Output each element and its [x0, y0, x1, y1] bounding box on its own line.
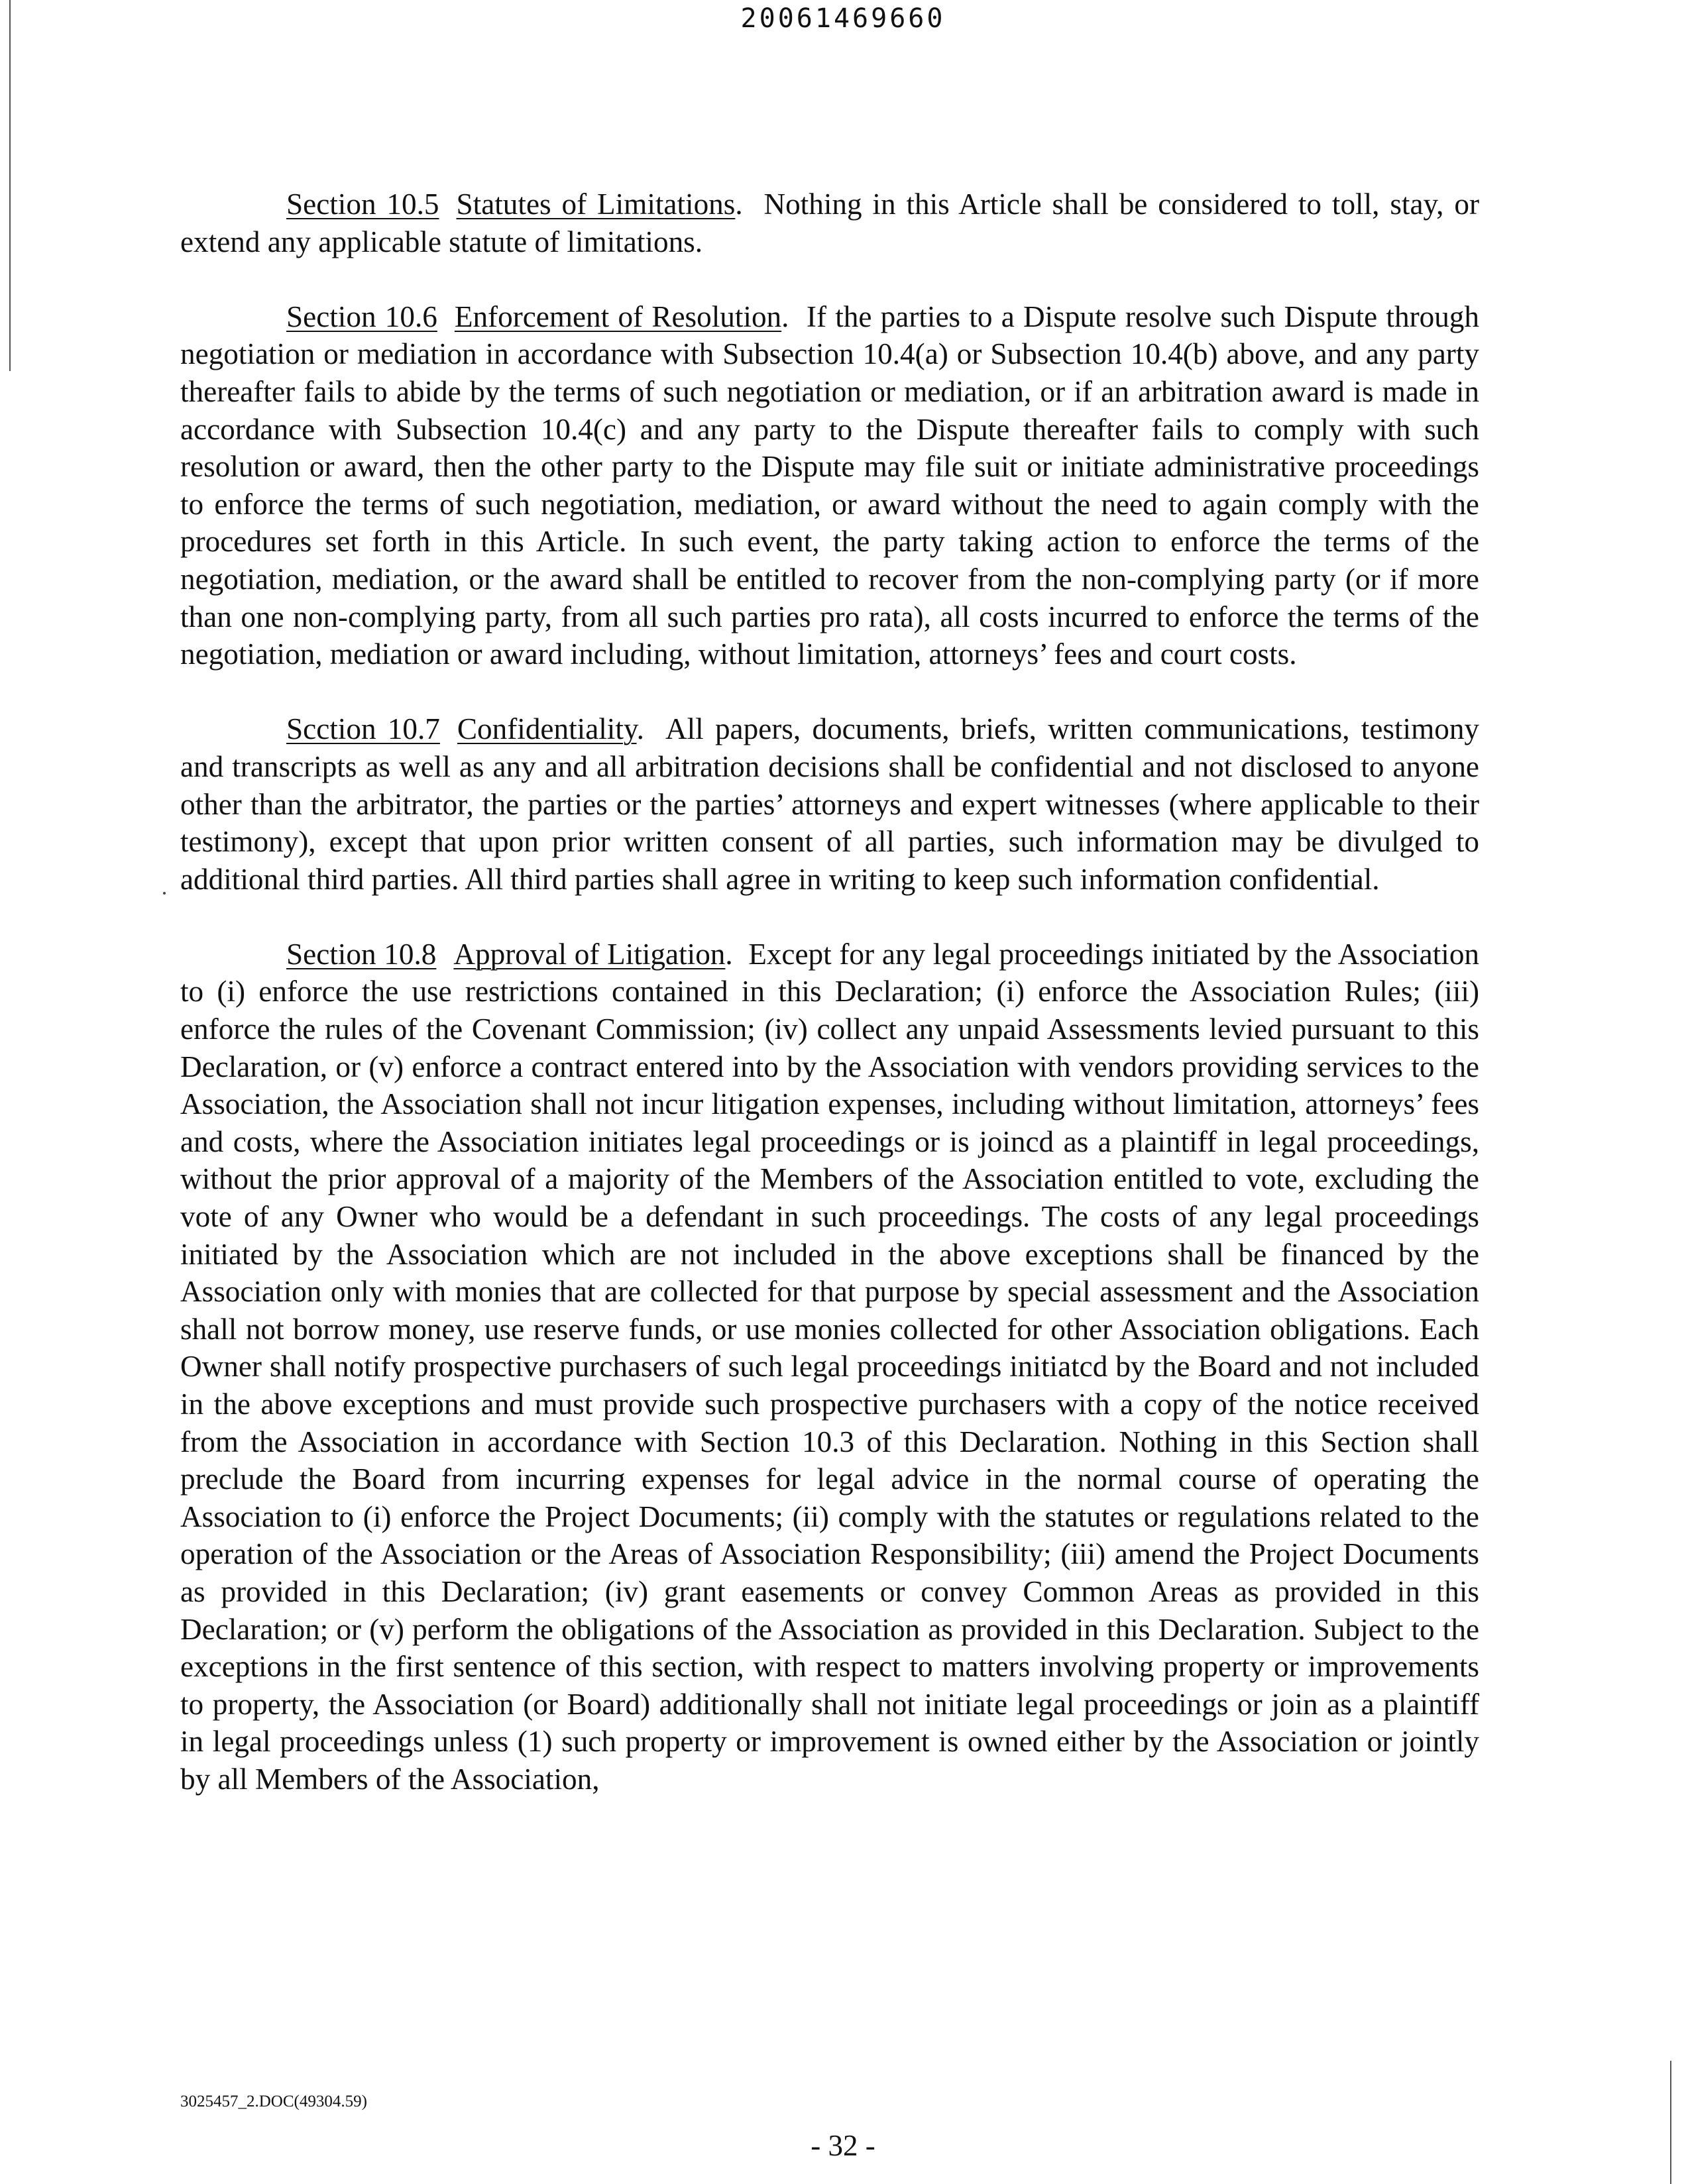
section-10-8-paragraph: Section 10.8 Approval of Litigation. Except for any legal proceedings initiated by the Association to (i) enforce the use restrictions contained in this Declaration; (i) enforce the Association Rules; (iii) enforce the rules of the Covenant Commission; (iv) collect any unpaid Assessments levied pursuant to this Declaration, or (v) enforce a contract entered into by the Association with vendors providing services to the Association, the Association shall not incur litigation expenses, including without limitation, attorneys’ fees and costs, where the Association initiates legal proceedings or is joincd as a plaintiff in legal proceedings, without the prior approval of a majority of the Members of the Association entitled to vote, excluding the vote of any Owner who would be a defendant in such proceedings. The costs of any legal proceedings initiated by the Association which are not included in the above exceptions shall be financed by the Association only with monies that are collected for that purpose by special assessment and the Association shall not borrow money, use reserve funds, or use monies collected for other Association obligations. Each Owner shall notify prospective purchasers of such legal proceedings initiatcd by the Board and not included in the above exceptions and must provide such prospective purchasers with a copy of the notice received from the Association in accordance with Section 10.3 of this Declaration. Nothing in this Section shall preclude the Board from incurring expenses for legal advice in the normal course of operating the Association to (i) enforce the Project Documents; (ii) comply with the statutes or regulations related to the operation of the Association or the Areas of Association Responsibility; (iii) amend the Project Documents as provided in this Declaration; (iv) grant easements or convey Common Areas as provided in this Declaration; or (v) perform the obligations of the Association as provided in this Declaration. Subject to the exceptions in the first sentence of this section, with respect to matters involving property or improvements to property, the Association (or Board) additionally shall not initiate legal proceedings or join as a plaintiff in legal proceedings unless (1) such property or improvement is owned either by the Association or jointly by all Members of the Association, — [180, 937, 1480, 1796]
section-number: Scction 10.7 — [286, 712, 440, 746]
section-number: Section 10.6 — [286, 300, 437, 333]
section-title: Enforcement of Resolution — [454, 300, 782, 333]
section-10-6-paragraph: Section 10.6 Enforcement of Resolution. If the parties to a Dispute resolve such Dispute through negotiation or mediation in accordance with Subsection 10.4(a) or Subsection 10.4(b) above, and any party thereafter fails to abide by the terms of such negotiation or mediation, or if an arbitration award is made in accordance with Subsection 10.4(c) and any party to the Dispute thereafter fails to comply with such resolution or award, then the other party to the Dispute may file suit or initiate administrative proceedings to enforce the terms of such negotiation, mediation, or award without the need to again comply with the procedures set forth in this Article. In such event, the party taking action to enforce the terms of the negotiation, mediation, or the award shall be entitled to recover from the non-complying party (or if more than one non-complying party, from all such parties pro rata), all costs incurred to enforce the terms of the negotiation, mediation or award including, without limitation, attorneys’ fees and court costs. — [180, 300, 1479, 671]
scan-speck — [163, 892, 166, 895]
section-text: If the parties to a Dispute resolve such Dispute through negotiation or mediation in accordance with Subsection 10.4(a) or Subsection 10.4(b) above, and any party thereafter fails to abide by the terms of such negotiation or mediation, or if an arbitration award is made in accordance with Subsection 10.4(c) and any party to the Dispute thereafter fails to comply with such resolution or award, then the other party to the Dispute may file suit or initiate administrative proceedings to enforce the terms of such negotiation, mediation, or award without the need to again comply with the procedures set forth in this Article. In such event, the party taking action to enforce the terms of the negotiation, mediation, or the award shall be entitled to recover from the non-complying party (or if more than one non-complying party, from all such parties pro rata), all costs incurred to enforce the terms of the negotiation, mediation or award including, without limitation, attorneys’ fees and court costs. — [180, 300, 1479, 671]
document-number: 20061469660 — [740, 3, 946, 34]
section-title: Approval of Litigation — [453, 937, 726, 971]
section-10-5-paragraph: Section 10.5 Statutes of Limitations. Nothing in this Article shall be considered to toll, stay, or extend any applicable statute of limitations. — [180, 188, 1479, 258]
scan-edge-line-left — [9, 0, 11, 371]
section-title: Statutes of Limitations — [456, 188, 736, 221]
section-text: Except for any legal proceedings initiated by the Association to (i) enforce the use restrictions contained in this Declaration; (i) enforce the Association Rules; (iii) enforce the rules of the Covenant Commission; (iv) collect any unpaid Assessments levied pursuant to this Declaration, or (v) enforce a contract entered into by the Association with vendors providing services to the Association, the Association shall not incur litigation expenses, including without limitation, attorneys’ fees and costs, where the Association initiates legal proceedings or is joincd as a plaintiff in legal proceedings, without the prior approval of a majority of the Members of the Association entitled to vote, excluding the vote of any Owner who would be a defendant in such proceedings. The costs of any legal proceedings initiated by the Association which are not included in the above exceptions shall be financed by the Association only with monies that are collected for that purpose by special assessment and the Association shall not borrow money, use reserve funds, or use monies collected for other Association obligations. Each Owner shall notify prospective purchasers of such legal proceedings initiatcd by the Board and not included in the above exceptions and must provide such prospective purchasers with a copy of the notice received from the Association in accordance with Section 10.3 of this Declaration. Nothing in this Section shall preclude the Board from incurring expenses for legal advice in the normal course of operating the Association to (i) enforce the Project Documents; (ii) comply with the statutes or regulations related to the operation of the Association or the Areas of Association Responsibility; (iii) amend the Project Documents as provided in this Declaration; (iv) grant easements or convey Common Areas as provided in this Declaration; or (v) perform the obligations of the Association as provided in this Declaration. Subject to the exceptions in the first sentence of this section, with respect to matters involving property or improvements to property, the Association (or Board) additionally shall not initiate legal proceedings or join as a plaintiff in legal proceedings unless (1) such property or improvement is owned either by the Association or jointly by all Members of the Association, — [180, 937, 1480, 1796]
section-title: Confidentiality — [457, 712, 637, 746]
page-number: - 32 - — [811, 2129, 875, 2162]
section-number: Section 10.5 — [286, 188, 439, 221]
section-text: Nothing in this Article shall be considered to toll, stay, or extend any applicable statute of limitations. — [180, 188, 1479, 258]
page-body — [180, 186, 1479, 1835]
section-10-7-paragraph: Scction 10.7 Confidentiality. All papers, documents, briefs, written communications, testimony and transcripts as well as any and all arbitration decisions shall be confidential and not disclosed to anyone other than the arbitrator, the parties or the parties’ attorneys and expert witnesses (where applicable to their testimony), except that upon prior written consent of all parties, such information may be divulged to additional third parties. All third parties shall agree in writing to keep such information confidential. — [180, 712, 1480, 896]
section-number: Section 10.8 — [286, 937, 437, 971]
footer-file-code: 3025457_2.DOC(49304.59) — [180, 2093, 367, 2110]
scan-edge-line-right — [1670, 2061, 1671, 2184]
section-text: All papers, documents, briefs, written communications, testimony and transcripts as well as any and all arbitration decisions shall be confidential and not disclosed to anyone other than the arbitrator, the parties or the parties’ attorneys and expert witnesses (where applicable to their testimony), except that upon prior written consent of all parties, such information may be divulged to additional third parties. All third parties shall agree in writing to keep such information confidential. — [180, 712, 1480, 896]
